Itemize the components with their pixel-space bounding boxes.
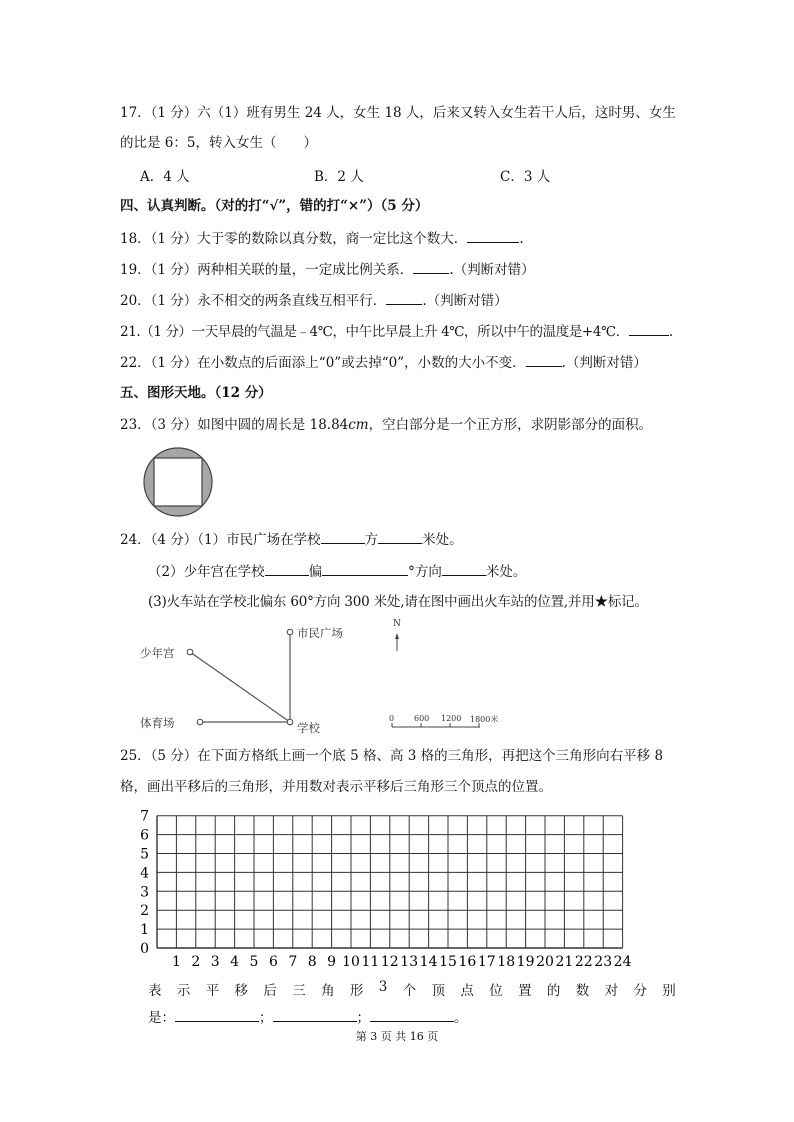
answer-prompt-char: 的 xyxy=(546,983,561,999)
x-tick-label: 3 xyxy=(210,954,220,970)
q24-blank-4[interactable] xyxy=(322,562,408,576)
answer-prompt-char: 3 xyxy=(378,979,388,995)
y-tick-label: 7 xyxy=(140,808,149,825)
q25-line2: 格，画出平移后的三角形，并用数对表示平移后三角形三个顶点的位置。 xyxy=(120,779,552,795)
q24-part2 xyxy=(148,562,526,581)
q24-p2d: 米处。 xyxy=(485,564,527,580)
inner-square xyxy=(154,458,202,506)
q25-answer-blank-2[interactable] xyxy=(273,1008,357,1022)
q24-p1a: 24．（4 分）（1）市民广场在学校 xyxy=(120,532,321,548)
y-tick-label: 3 xyxy=(140,884,149,901)
x-tick-label: 10 xyxy=(342,954,360,970)
answer-prompt-char: 平 xyxy=(205,983,220,999)
label-shimin: 市民广场 xyxy=(297,626,343,640)
q18-blank[interactable] xyxy=(467,229,519,243)
q20-text: 20．（1 分）永不相交的两条直线互相平行． xyxy=(120,293,387,309)
q25-answer-prompt xyxy=(148,979,676,999)
answer-prompt-char: 移 xyxy=(234,983,249,999)
scale-label-1200: 1200 xyxy=(441,714,462,723)
q19-blank[interactable] xyxy=(413,260,449,274)
q19-end: .（判断对错） xyxy=(449,262,535,278)
x-tick-label: 17 xyxy=(477,954,496,970)
x-tick-label: 18 xyxy=(497,954,516,970)
x-tick-label: 7 xyxy=(288,954,298,970)
north-arrowhead-icon xyxy=(395,633,399,639)
x-tick-label: 1 xyxy=(171,954,181,970)
q25-line1: 25．（5 分）在下面方格纸上画一个底 5 格、高 3 格的三角形，再把这个三角形向右平移 8 xyxy=(120,748,664,764)
q20 xyxy=(120,291,508,310)
answer-prompt-char: 顶 xyxy=(431,983,446,999)
school-point xyxy=(287,719,293,725)
q17-option-b: B．2 人 xyxy=(314,169,364,185)
x-tick-label: 5 xyxy=(249,954,259,970)
answer-prompt-char: 表 xyxy=(148,983,162,999)
x-tick-label: 22 xyxy=(574,954,593,970)
q23-text-a: 23．（3 分）如图中圆的周长是 18.84 xyxy=(120,417,349,433)
x-tick-label: 8 xyxy=(307,954,317,970)
q24-part1 xyxy=(120,530,463,549)
q17-option-a: A．4 人 xyxy=(140,169,190,185)
answer-prompt-char: 个 xyxy=(402,983,417,999)
q24-part3: (3)火车站在学校北偏东 60°方向 300 米处,请在图中画出火车站的位置,并用★标记。 xyxy=(148,594,648,610)
circle-square-figure xyxy=(142,446,214,518)
q18-end: . xyxy=(519,231,524,247)
q25-answer-prefix: 是： xyxy=(148,1010,175,1026)
q25-answer-end: 。 xyxy=(454,1010,468,1026)
q25-answer-blank-1[interactable] xyxy=(175,1008,259,1022)
y-tick-label: 1 xyxy=(140,922,149,939)
q23 xyxy=(120,416,652,434)
y-tick-label: 5 xyxy=(140,846,149,863)
q24-p1c: 米处。 xyxy=(422,532,463,548)
q19 xyxy=(120,260,535,279)
answer-prompt-char: 置 xyxy=(518,983,532,999)
x-tick-label: 6 xyxy=(268,954,278,970)
scale-label-1800: 1800米 xyxy=(470,715,499,724)
x-tick-label: 24 xyxy=(613,954,632,970)
q20-blank[interactable] xyxy=(386,291,422,305)
q24-blank-1[interactable] xyxy=(321,530,365,544)
q23-unit: cm xyxy=(348,417,369,433)
answer-prompt-char: 三 xyxy=(292,983,306,999)
q18-text: 18．（1 分）大于零的数除以真分数，商一定比这个数大． xyxy=(120,231,468,247)
q25-sep-1: ； xyxy=(259,1010,273,1026)
y-tick-label: 0 xyxy=(140,941,149,957)
q17-line2: 的比是 6：5，转入女生（ ） xyxy=(120,135,317,151)
label-shaonian: 少年宫 xyxy=(140,646,175,660)
answer-prompt-char: 角 xyxy=(321,983,335,999)
answer-prompt-char: 点 xyxy=(460,983,474,999)
x-tick-label: 4 xyxy=(230,954,240,970)
q22-blank[interactable] xyxy=(526,353,562,367)
x-tick-label: 9 xyxy=(327,954,337,970)
x-tick-label: 21 xyxy=(555,954,574,970)
q22 xyxy=(120,353,647,372)
q21-blank[interactable] xyxy=(629,322,669,336)
line-shaonian-to-school xyxy=(190,652,290,722)
q24-p1b: 方 xyxy=(364,532,379,548)
x-tick-label: 20 xyxy=(536,954,554,970)
label-school: 学校 xyxy=(297,721,320,735)
answer-prompt-char: 数 xyxy=(575,983,590,999)
label-tiyu: 体育场 xyxy=(140,716,175,730)
x-tick-label: 11 xyxy=(361,954,380,970)
q17-line1: 17．（1 分）六（1）班有男生 24 人，女生 18 人，后来又转入女生若干人后，这时男、女生 xyxy=(120,105,676,121)
y-tick-label: 4 xyxy=(140,865,149,882)
x-tick-label: 2 xyxy=(191,954,201,970)
q21 xyxy=(120,322,673,341)
section5-title: 五、图形天地。（12 分） xyxy=(120,385,272,401)
scale-label-600: 600 xyxy=(414,714,430,723)
x-tick-label: 16 xyxy=(458,954,477,970)
q25-answer-line xyxy=(148,1008,468,1027)
y-tick-label: 6 xyxy=(140,827,149,844)
q24-blank-5[interactable] xyxy=(442,562,486,576)
answer-prompt-char: 示 xyxy=(176,983,191,999)
q25-answer-blank-3[interactable] xyxy=(370,1008,454,1022)
x-tick-label: 19 xyxy=(516,954,535,970)
answer-prompt-char: 别 xyxy=(662,983,676,999)
x-tick-label: 12 xyxy=(380,954,399,970)
shimin-point xyxy=(287,629,293,635)
y-tick-label: 2 xyxy=(140,903,149,920)
scale-label-0: 0 xyxy=(389,714,395,723)
answer-prompt-char: 后 xyxy=(263,983,277,999)
label-north: N xyxy=(393,619,401,629)
q18 xyxy=(120,229,524,248)
answer-prompt-char: 形 xyxy=(349,983,364,999)
shaonian-point xyxy=(187,649,193,655)
q17-option-c: C．3 人 xyxy=(500,169,551,185)
q19-text: 19．（1 分）两种相关联的量，一定成比例关系． xyxy=(120,262,414,278)
answer-prompt-char: 分 xyxy=(633,983,647,999)
x-tick-label: 14 xyxy=(419,954,438,970)
q25-sep-2: ； xyxy=(356,1010,370,1026)
q23-text-b: ，空白部分是一个正方形，求阴影部分的面积。 xyxy=(368,417,653,433)
x-tick-label: 15 xyxy=(439,954,457,970)
answer-prompt-char: 对 xyxy=(604,983,619,999)
tiyu-point xyxy=(197,719,203,725)
q24-blank-2[interactable] xyxy=(378,530,422,544)
q22-end: .（判断对错） xyxy=(561,355,647,371)
q21-text: 21.（1 分）一天早晨的气温是﹣4℃，中午比早晨上升 4℃，所以中午的温度是+4℃． xyxy=(120,324,629,340)
x-tick-label: 13 xyxy=(400,954,419,970)
page-footer: 第 3 页 共 16 页 xyxy=(355,1030,439,1043)
q24-p2a: （2）少年宫在学校 xyxy=(148,564,265,580)
answer-prompt-char: 位 xyxy=(489,983,503,999)
q24-p2b: 偏 xyxy=(308,564,323,580)
q22-text: 22．（1 分）在小数点的后面添上“0”或去掉“0”，小数的大小不变． xyxy=(120,355,526,371)
q20-end: .（判断对错） xyxy=(422,293,508,309)
q24-p2c: °方向 xyxy=(408,564,442,580)
section4-title: 四、认真判断。（对的打“√”，错的打“×”）（5 分） xyxy=(120,198,429,214)
q21-end: . xyxy=(668,324,673,340)
q24-blank-3[interactable] xyxy=(265,562,309,576)
x-tick-label: 23 xyxy=(594,954,613,970)
